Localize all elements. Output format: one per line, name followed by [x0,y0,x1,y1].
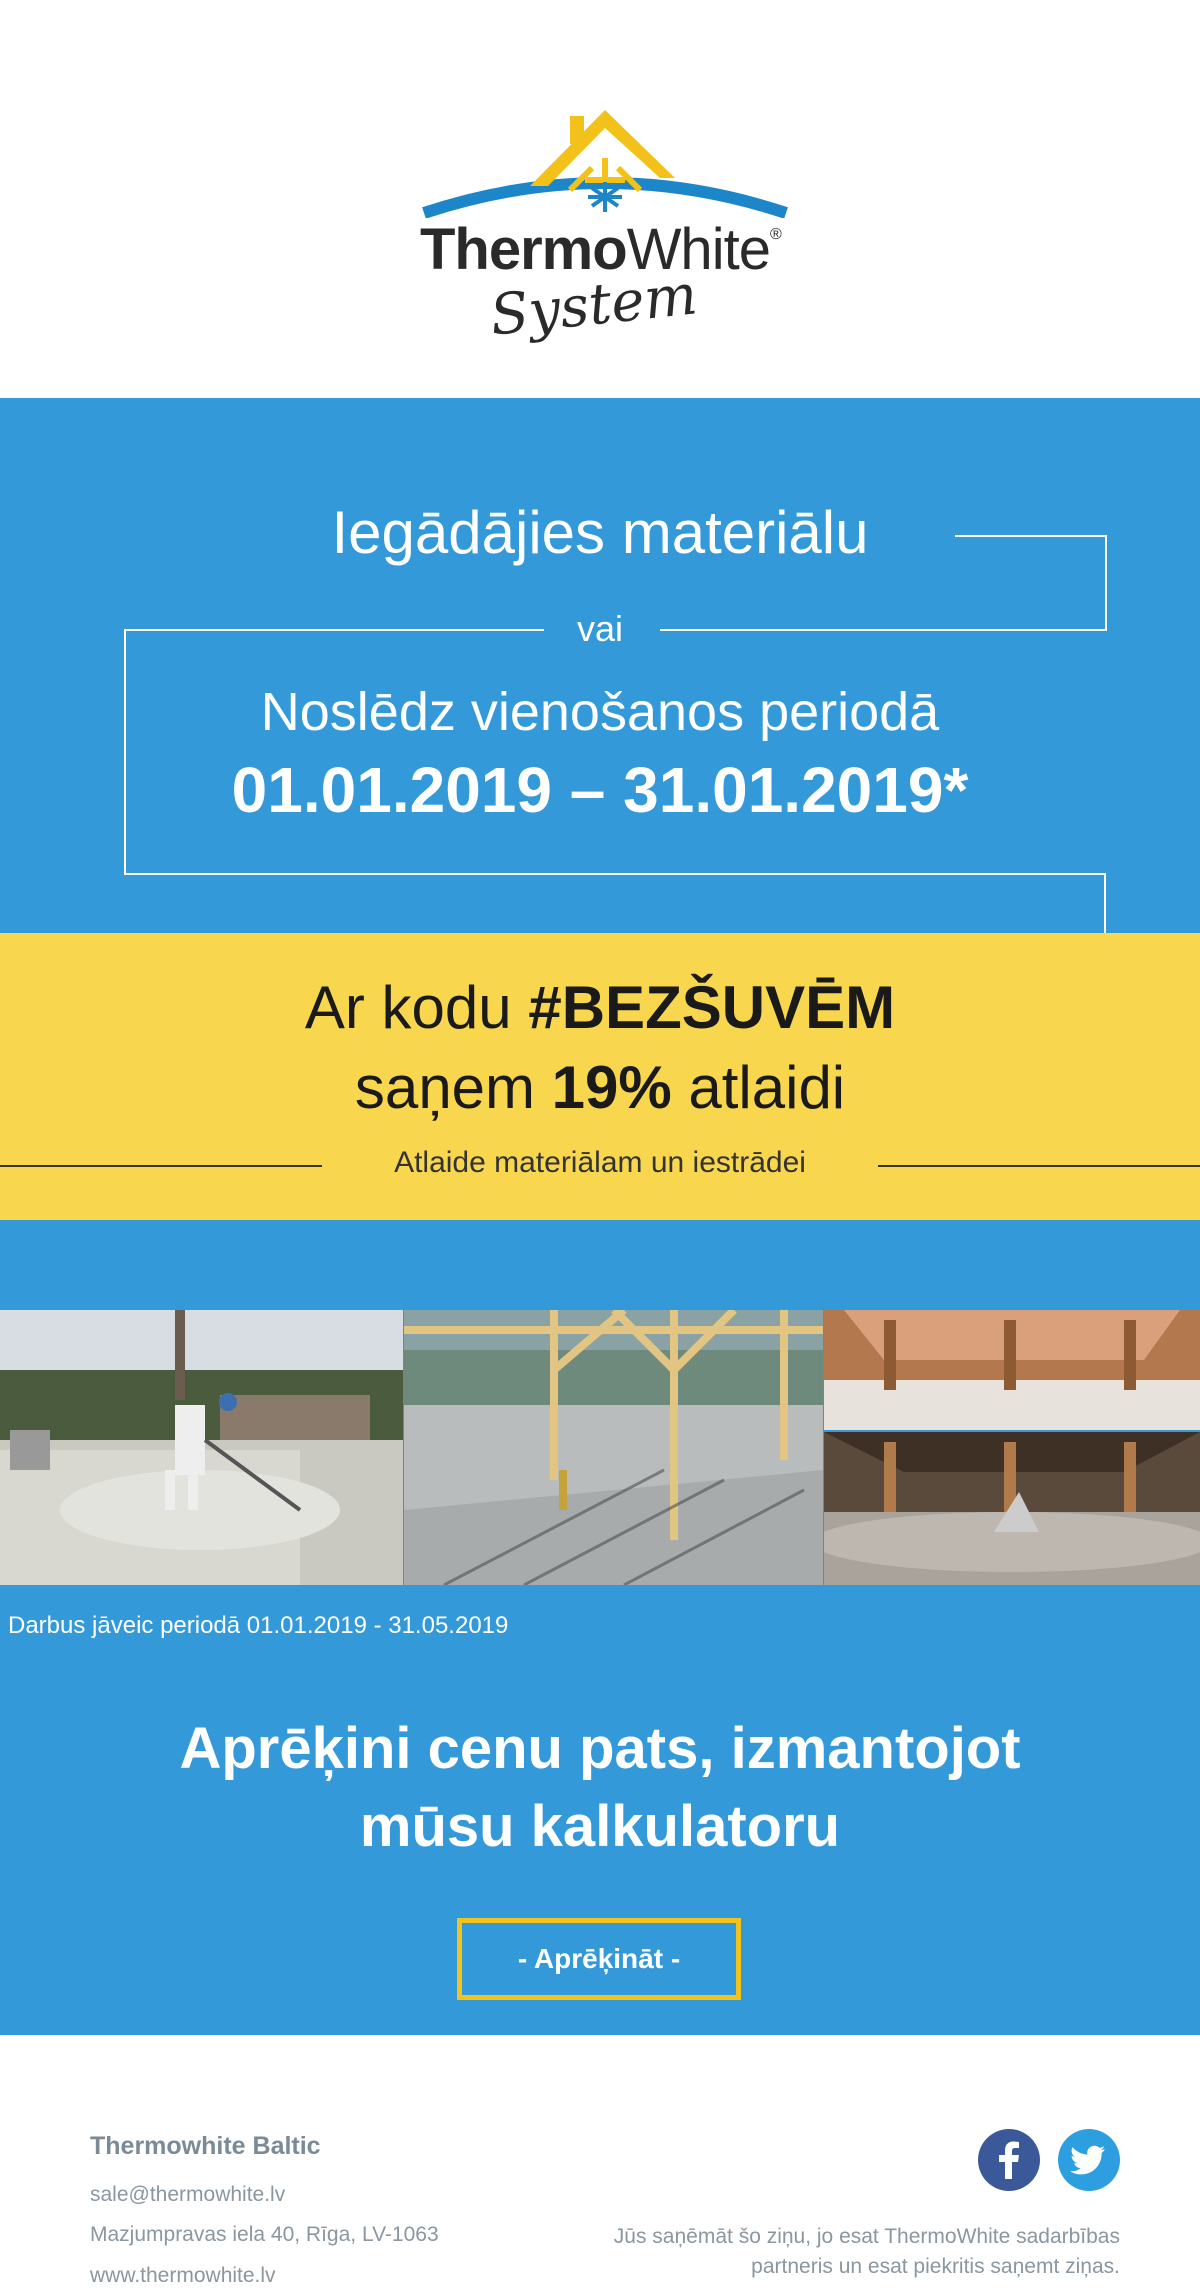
logo-subtitle: System [487,262,701,349]
photo-roof-frame [404,1310,823,1585]
hero-subtitle: Noslēdz vienošanos periodā [260,682,940,742]
header [0,0,1200,398]
calculator-title [0,1710,1200,1866]
photo-attic-bottom [824,1432,1200,1585]
facebook-icon [978,2129,1040,2191]
promo-note: Atlaide materiālam un iestrādei [394,1146,806,1179]
frame-line [124,873,1106,875]
promo-code-line [0,973,1200,1042]
hero-title [0,498,1200,567]
footer-address: Mazjumpravas iela 40, Rīga, LV-1063 [90,2223,439,2246]
frame-line [124,629,544,631]
facebook-link[interactable] [978,2129,1040,2191]
promo-discount-suffix: atlaidi [671,1054,846,1121]
hero-or: vai [560,608,640,650]
calculator-title-line2: mūsu kalkulatoru [359,1794,841,1859]
logo-word-regular: White [626,217,770,282]
thermowhite-logo[interactable] [420,108,790,358]
promo-discount-percent: 19% [551,1054,672,1121]
hero-title-text: Iegādājies materiālu [331,499,869,566]
promo-discount-line [0,1053,1200,1122]
promo-code-prefix: Ar kodu [304,974,529,1041]
footer-company: Thermowhite Baltic [90,2132,321,2160]
photo-attic-top [824,1310,1200,1430]
works-period-note: Darbus jāveic periodā 01.01.2019 - 31.05.2019 [8,1612,509,1639]
house-sun-icon [420,108,790,218]
footer-email-link[interactable]: sale@thermowhite.lv [90,2183,286,2206]
footer-website-link[interactable]: www.thermowhite.lv [90,2264,276,2287]
footer [0,2035,1200,2296]
project-photos [0,1310,1200,1585]
calculate-button[interactable]: - Aprēķināt - [457,1918,741,2000]
photo-roof-worker [0,1310,403,1585]
calculator-title-line1: Aprēķini cenu pats, izmantojot [179,1716,1021,1781]
frame-line [1104,873,1106,933]
hero-banner [0,398,1200,933]
hero-dates: 01.01.2019 – 31.01.2019* [231,754,969,826]
logo-registered: ® [769,226,781,243]
footer-notice [560,2222,1120,2282]
promo-code: #BEZŠUVĒM [528,974,896,1041]
frame-line [660,629,1107,631]
promo-discount-prefix: saņem [354,1054,552,1121]
promo-rule-left [0,1165,322,1167]
twitter-icon [1058,2129,1120,2191]
logo-word-bold: Thermo [420,217,627,282]
footer-notice-line2: partneris un esat piekritis saņemt ziņas. [751,2255,1120,2278]
promo-rule-right [878,1165,1200,1167]
footer-notice-line1: Jūs saņēmāt šo ziņu, jo esat ThermoWhite sadarbības [613,2225,1120,2248]
promo-banner [0,933,1200,1220]
twitter-link[interactable] [1058,2129,1120,2191]
frame-line [124,629,126,875]
